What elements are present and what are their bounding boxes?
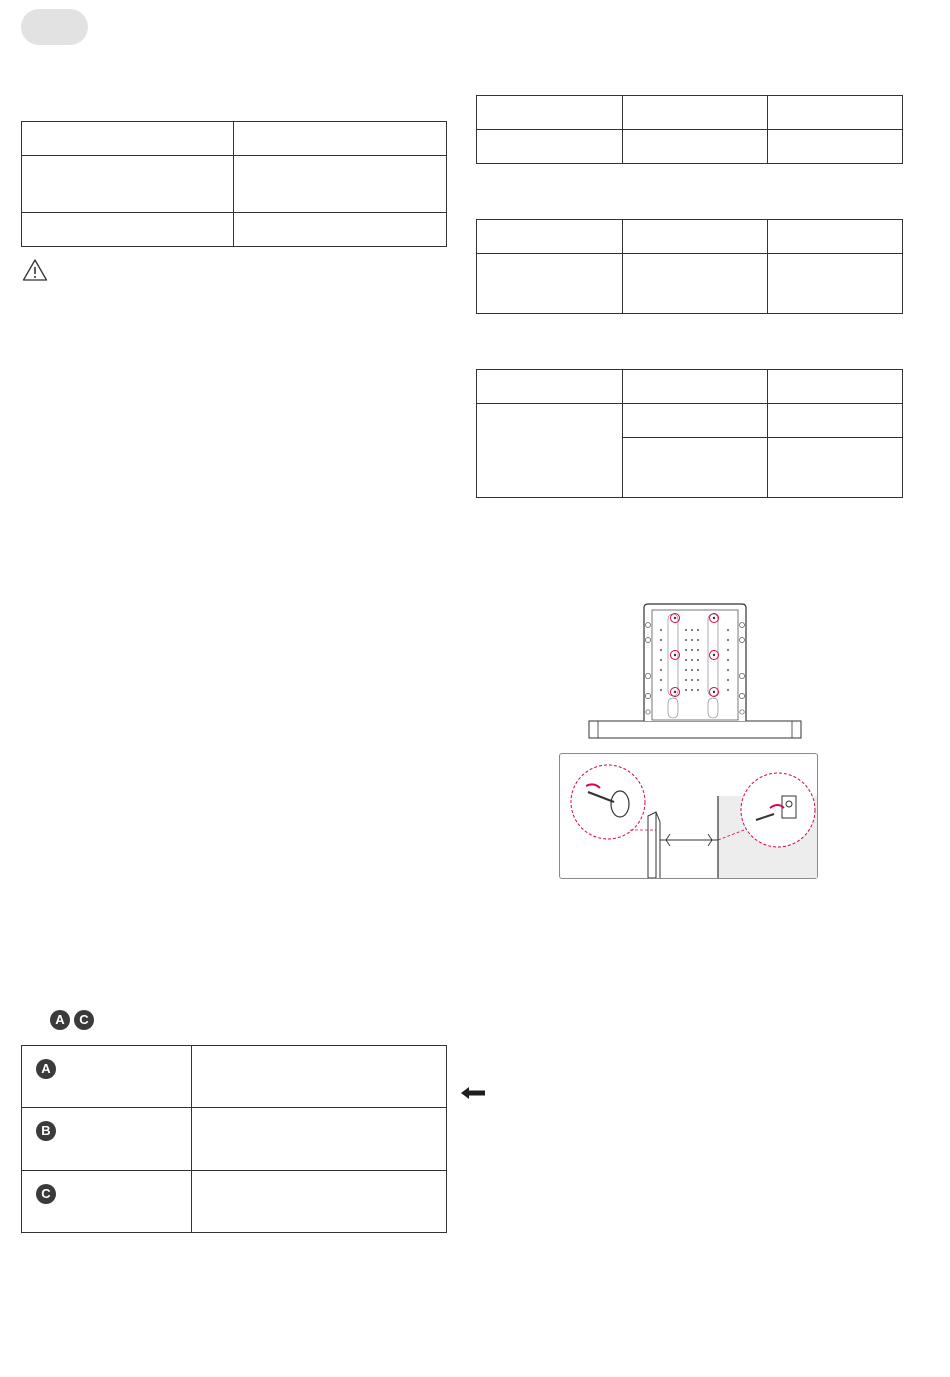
right-table-1 [476, 95, 903, 164]
table-cell [477, 130, 623, 164]
table-cell [234, 156, 447, 213]
table-cell [768, 220, 903, 254]
badge-c: C [74, 1010, 94, 1030]
right-table-3 [476, 369, 903, 498]
table-cell [22, 122, 234, 156]
table-cell [234, 122, 447, 156]
tv-back-vesa-figure [588, 600, 802, 742]
table-cell [477, 220, 623, 254]
table-cell [477, 370, 623, 404]
table-cell [477, 96, 623, 130]
table-cell [623, 254, 768, 314]
table-cell [477, 404, 623, 498]
table-cell [768, 438, 903, 498]
left-spec-table [21, 121, 447, 247]
table-cell [768, 370, 903, 404]
section-tab-pill [21, 9, 88, 45]
table-cell [192, 1046, 447, 1108]
wall-anchor-figure [559, 753, 818, 879]
warning-icon [22, 258, 48, 282]
row-badge-a: A [36, 1059, 56, 1079]
row-badge-c: C [36, 1184, 56, 1204]
table-cell [623, 404, 768, 438]
table-cell [192, 1171, 447, 1233]
table-cell [768, 96, 903, 130]
table-cell [768, 254, 903, 314]
table-cell [22, 1171, 192, 1233]
badge-letters [50, 1010, 98, 1032]
table-cell [192, 1108, 447, 1171]
right-table-2 [476, 219, 903, 314]
table-cell [623, 130, 768, 164]
row-badge-b: B [36, 1121, 56, 1141]
table-cell [623, 220, 768, 254]
table-cell [623, 96, 768, 130]
table-cell [768, 404, 903, 438]
table-cell [234, 213, 447, 247]
arrow-left-icon [460, 1086, 486, 1100]
parts-table [21, 1045, 447, 1233]
table-cell [477, 254, 623, 314]
table-cell [22, 213, 234, 247]
table-cell [623, 438, 768, 498]
table-cell [623, 370, 768, 404]
table-cell [768, 130, 903, 164]
table-cell [22, 1046, 192, 1108]
badge-a: A [50, 1010, 70, 1030]
table-cell [22, 156, 234, 213]
table-cell [22, 1108, 192, 1171]
